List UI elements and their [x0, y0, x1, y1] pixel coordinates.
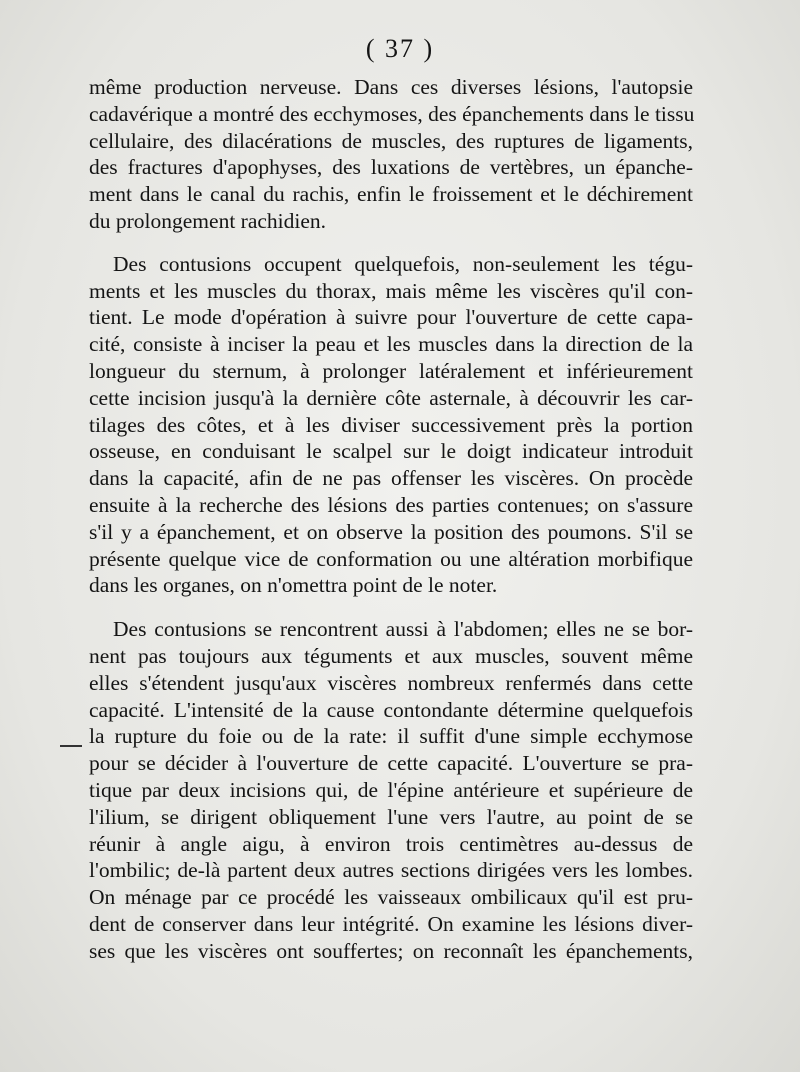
- text-line: cellulaire, des dilacérations de muscles, des ruptures de ligaments,: [89, 128, 693, 153]
- text-line: Des contusions occupent quelquefois, non-seulement les tégu-: [113, 251, 693, 276]
- text-line: l'ombilic; de-là partent deux autres sections dirigées vers les lombes.: [89, 858, 693, 883]
- paragraph-3: [89, 616, 693, 964]
- text-line: nent pas toujours aux téguments et aux muscles, souvent même: [89, 643, 693, 668]
- text-line: du prolongement rachidien.: [89, 208, 327, 233]
- text-line: même production nerveuse. Dans ces diverses lésions, l'autopsie: [89, 75, 693, 99]
- text-line: dans les organes, on n'omettra point de le noter.: [89, 573, 498, 598]
- text-line: Des contusions se rencontrent aussi à l'abdomen; elles ne se bor-: [113, 617, 693, 642]
- margin-mark: [60, 745, 82, 747]
- text-line: pour se décider à l'ouverture de cette capacité. L'ouverture se pra-: [89, 751, 693, 776]
- body-text: [89, 74, 693, 965]
- text-line: longueur du sternum, à prolonger latéralement et inférieurement: [89, 358, 693, 383]
- paragraph-2: [89, 251, 693, 599]
- text-line: cette incision jusqu'à la dernière côte asternale, à découvrir les car-: [89, 385, 693, 410]
- text-line: osseuse, en conduisant le scalpel sur le doigt indicateur introduit: [89, 439, 693, 464]
- text-line: capacité. L'intensité de la cause contondante détermine quelquefois: [89, 697, 693, 722]
- text-line: ensuite à la recherche des lésions des parties contenues; on s'assure: [89, 492, 693, 517]
- text-line: présente quelque vice de conformation ou une altération morbifique: [89, 546, 693, 571]
- text-line: tient. Le mode d'opération à suivre pour l'ouverture de cette capa-: [89, 305, 693, 330]
- text-line: tilages des côtes, et à les diviser successivement près la portion: [89, 412, 693, 437]
- text-line: tique par deux incisions qui, de l'épine antérieure et supérieure de: [89, 777, 693, 802]
- text-line: On ménage par ce procédé les vaisseaux ombilicaux qu'il est pru-: [89, 885, 693, 910]
- text-line: s'il y a épanchement, et on observe la position des poumons. S'il se: [89, 519, 693, 544]
- text-line: dans la capacité, afin de ne pas offenser les viscères. On procède: [89, 466, 693, 491]
- paragraph-1: [89, 74, 693, 235]
- text-line: dent de conserver dans leur intégrité. On examine les lésions diver-: [89, 911, 693, 936]
- text-line: réunir à angle aigu, à environ trois centimètres au-dessus de: [89, 831, 693, 856]
- text-line: cadavérique a montré des ecchymoses, des épanchements dans le tissu: [89, 101, 695, 126]
- text-line: l'ilium, se dirigent obliquement l'une vers l'autre, au point de se: [89, 804, 693, 829]
- text-line: ses que les viscères ont souffertes; on reconnaît les épanchements,: [89, 938, 693, 963]
- page-number: ( 37 ): [365, 34, 435, 63]
- text-line: la rupture du foie ou de la rate: il suffit d'une simple ecchymose: [89, 724, 693, 749]
- text-line: elles s'étendent jusqu'aux viscères nombreux renfermés dans cette: [89, 670, 693, 695]
- text-line: des fractures d'apophyses, des luxations de vertèbres, un épanche-: [89, 155, 693, 180]
- text-line: ments et les muscles du thorax, mais même les viscères qu'il con-: [89, 278, 693, 303]
- text-line: cité, consiste à inciser la peau et les muscles dans la direction de la: [89, 332, 693, 357]
- text-line: ment dans le canal du rachis, enfin le froissement et le déchirement: [89, 182, 693, 207]
